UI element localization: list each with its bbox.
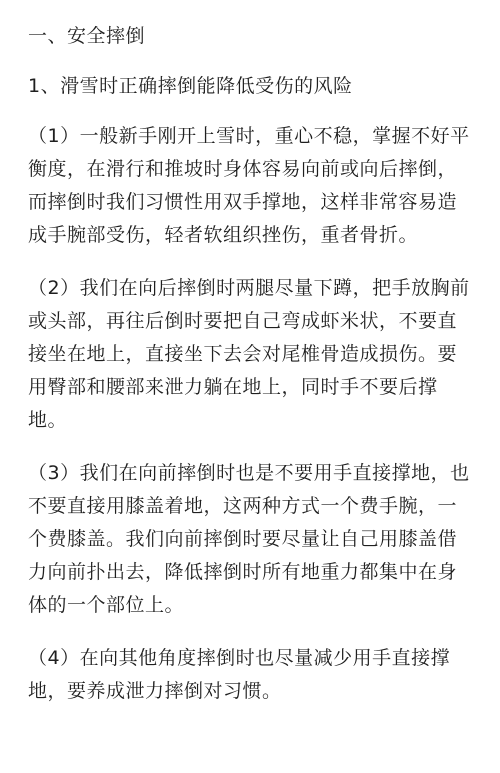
section-heading: 一、安全摔倒 — [28, 25, 146, 47]
paragraph-3: （3）我们在向前摔倒时也是不要用手直接撑地，也不要直接用膝盖着地，这两种方式一个费手腕，一个费膝盖。我们向前摔倒时要尽量让自己用膝盖借力向前扑出去，降低摔倒时所有地重力都集中在身体的一个部位上。 — [28, 462, 470, 616]
paragraph-2: （2）我们在向后摔倒时两腿尽量下蹲，把手放胸前或头部，再往后倒时要把自己弯成虾米状，不要直接坐在地上，直接坐下去会对尾椎骨造成损伤。要用臀部和腰部来泄力躺在地上，同时手不要后撑地。 — [28, 277, 470, 431]
paragraph-4: （4）在向其他角度摔倒时也尽量减少用手直接撑地，要养成泄力摔倒对习惯。 — [28, 647, 451, 702]
paragraph-1: （1）一般新手刚开上雪时，重心不稳，掌握不好平衡度，在滑行和推坡时身体容易向前或向后摔倒，而摔倒时我们习惯性用双手撑地，这样非常容易造成手腕部受伤，轻者软组织挫伤，重者骨折。 — [28, 125, 470, 246]
subsection-heading: 1、滑雪时正确摔倒能降低受伤的风险 — [28, 75, 353, 97]
